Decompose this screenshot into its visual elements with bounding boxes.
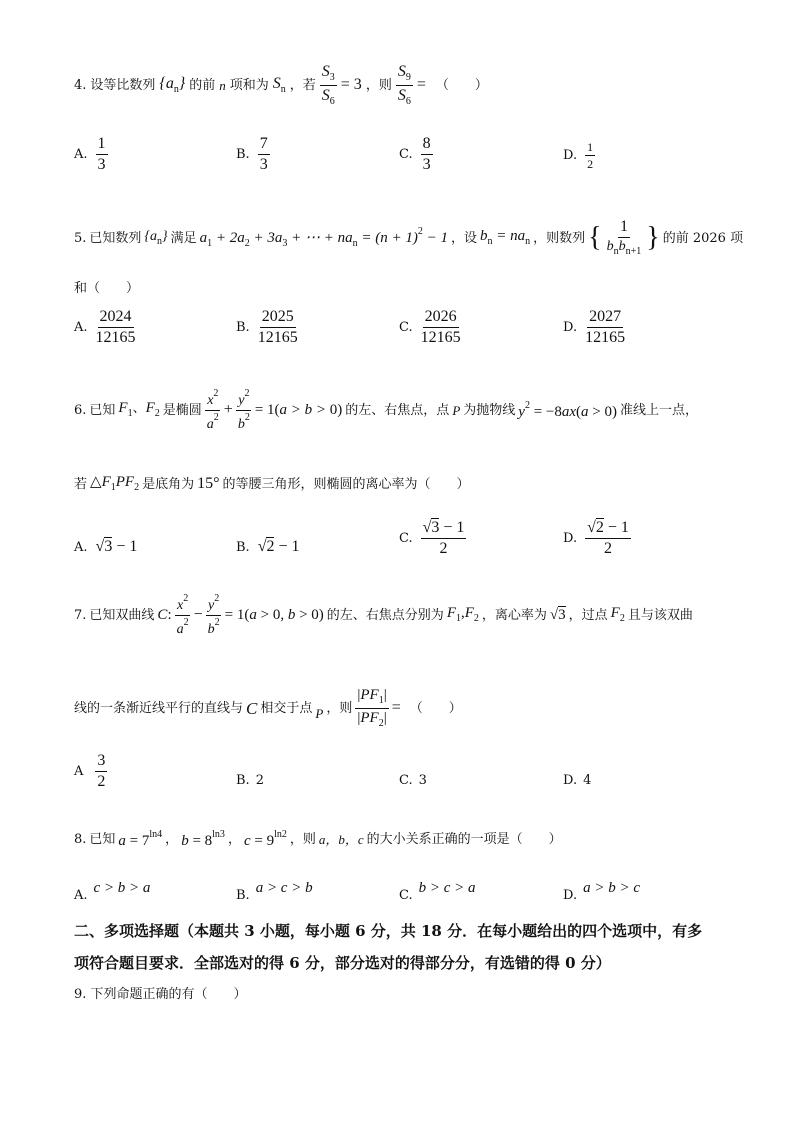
q7-option-d[interactable]: D. 4: [563, 773, 592, 788]
q7-ratio-fraction: $\frac{|PF_1|}{|PF_2|}$: [357, 686, 387, 729]
q4-text: 设等比数列: [90, 77, 156, 93]
q4-ask-fraction: $\frac{S_9}{S_6}$: [397, 62, 411, 107]
q4-option-c[interactable]: C. $\frac{8}{3}$: [399, 134, 431, 173]
q8-a-definition: $a = 7^{ln4}$: [118, 828, 163, 849]
q8-b-definition: $b = 8^{ln3}$: [181, 828, 225, 849]
q8-c-definition: $c = 9^{ln2}$: [243, 828, 287, 849]
section-2-heading-line1: 二、多项选择题（本题共 3 小题，每小题 6 分，共 18 分．在每小题给出的四个选项中，有多: [74, 922, 703, 940]
q5-definition: $b_n = na_n$: [480, 228, 531, 247]
q5-condition: $a_1 + 2a_2 + 3a_3$ + ⋯ + $na_n = (n + 1)^2 - 1$: [199, 226, 449, 249]
q7-line2: 线的一条渐近线平行的直线与 C 相交于点 P ，则 $\frac{|PF_1|}{|PF_2|}$ = （ ）: [74, 686, 462, 729]
question-6: 6. 已知 $F_1$、$F_2$ 是椭圆 $\frac{x^2}{a^2}$ + $\frac{y^2}{b^2}$ = 1(a > b > 0) 的左、右焦点，点 P 为抛物线 $y^2 = -8ax(a > 0)$ 准线上一点，: [74, 387, 699, 432]
q5-option-d[interactable]: D. $\frac{2027}{12165}$: [563, 307, 626, 346]
q7-hyperbola-condition: = 1(a > 0, b > 0): [224, 606, 324, 623]
section-2-heading-line2: 项符合题目要求．全部选对的得 6 分，部分选对的得部分分，有选错的得 0 分）: [74, 954, 611, 972]
question-5: 5. 已知数列 $\{a_n\}$ 满足 $a_1 + 2a_2 + 3a_3$ + ⋯ + $na_n = (n + 1)^2 - 1$ ，设 $b_n = na_n$ ，则数列 { $\frac{1}{b_nb_{n+1}}$ } 的前 2026 项: [74, 218, 744, 257]
q8-option-c[interactable]: C. b > c > a: [399, 880, 476, 903]
q8-option-b[interactable]: B. a > c > b: [236, 880, 313, 903]
q6-option-c[interactable]: C. $\frac{√3 - 1}{2}$: [399, 518, 465, 557]
q5-option-c[interactable]: C. $\frac{2026}{12165}$: [399, 307, 461, 346]
question-8: 8. 已知 $a = 7^{ln4}$ ， $b = 8^{ln3}$ ， $c = 9^{ln2}$ ，则 a，b，c 的大小关系正确的一项是（ ）: [74, 828, 562, 849]
q4-number: 4.: [74, 77, 87, 93]
question-9: 9. 下列命题正确的有（ ）: [74, 987, 247, 1002]
q6-option-b[interactable]: B. √2 − 1: [236, 538, 300, 555]
q4-option-a[interactable]: A. $\frac{1}{3}$: [74, 134, 106, 173]
question-4: 4. 设等比数列 $\{a_n\}$ 的前 n 项和为 $S_n$ ，若 $\frac{S_3}{S_6}$ = 3 ，则 $\frac{S_9}{S_6}$ = （ ）: [74, 62, 488, 107]
q6-parabola: $y^2 = -8ax(a > 0)$: [518, 399, 618, 420]
q4-condition-fraction: $\frac{S_3}{S_6}$: [321, 62, 335, 107]
q7-option-a[interactable]: A $\frac{3}{2}$: [74, 751, 106, 790]
q7-option-c[interactable]: C. 3: [399, 773, 427, 788]
q5-option-b[interactable]: B. $\frac{2025}{12165}$: [236, 307, 298, 346]
q5-option-a[interactable]: A. $\frac{2024}{12165}$: [74, 307, 136, 346]
q6-option-a[interactable]: A. √3 − 1: [74, 538, 138, 555]
q5-line2: 和（ ）: [74, 281, 140, 296]
q7-option-b[interactable]: B. 2: [236, 773, 264, 788]
q6-line2: 若 $\triangle F_1PF_2$ 是底角为 15° 的等腰三角形，则椭圆的离心率为（ ）: [74, 474, 470, 493]
q8-option-a[interactable]: A. c > b > a: [74, 880, 151, 903]
q5-sequence-fraction: $\frac{1}{b_nb_{n+1}}$: [606, 218, 642, 257]
q8-option-d[interactable]: D. a > b > c: [563, 880, 640, 903]
q4-option-b[interactable]: B. $\frac{7}{3}$: [236, 134, 268, 173]
question-7: 7. 已知双曲线 C: $\frac{x^2}{a^2}$ − $\frac{y^2}{b^2}$ = 1(a > 0, b > 0) 的左、右焦点分别为 $F_1,F_2$ ，离心率为 √3 ，过点 $F_2$ 且与该双曲: [74, 592, 693, 637]
q6-option-d[interactable]: D. $\frac{√2 - 1}{2}$: [563, 518, 629, 557]
q4-sequence: $\{a_n\}$: [159, 74, 186, 95]
q6-triangle: $\triangle F_1PF_2$: [90, 474, 140, 493]
q6-ellipse-condition: = 1(a > b > 0): [254, 401, 343, 418]
q4-option-d[interactable]: D. $\frac{1}{2}$: [563, 139, 594, 171]
